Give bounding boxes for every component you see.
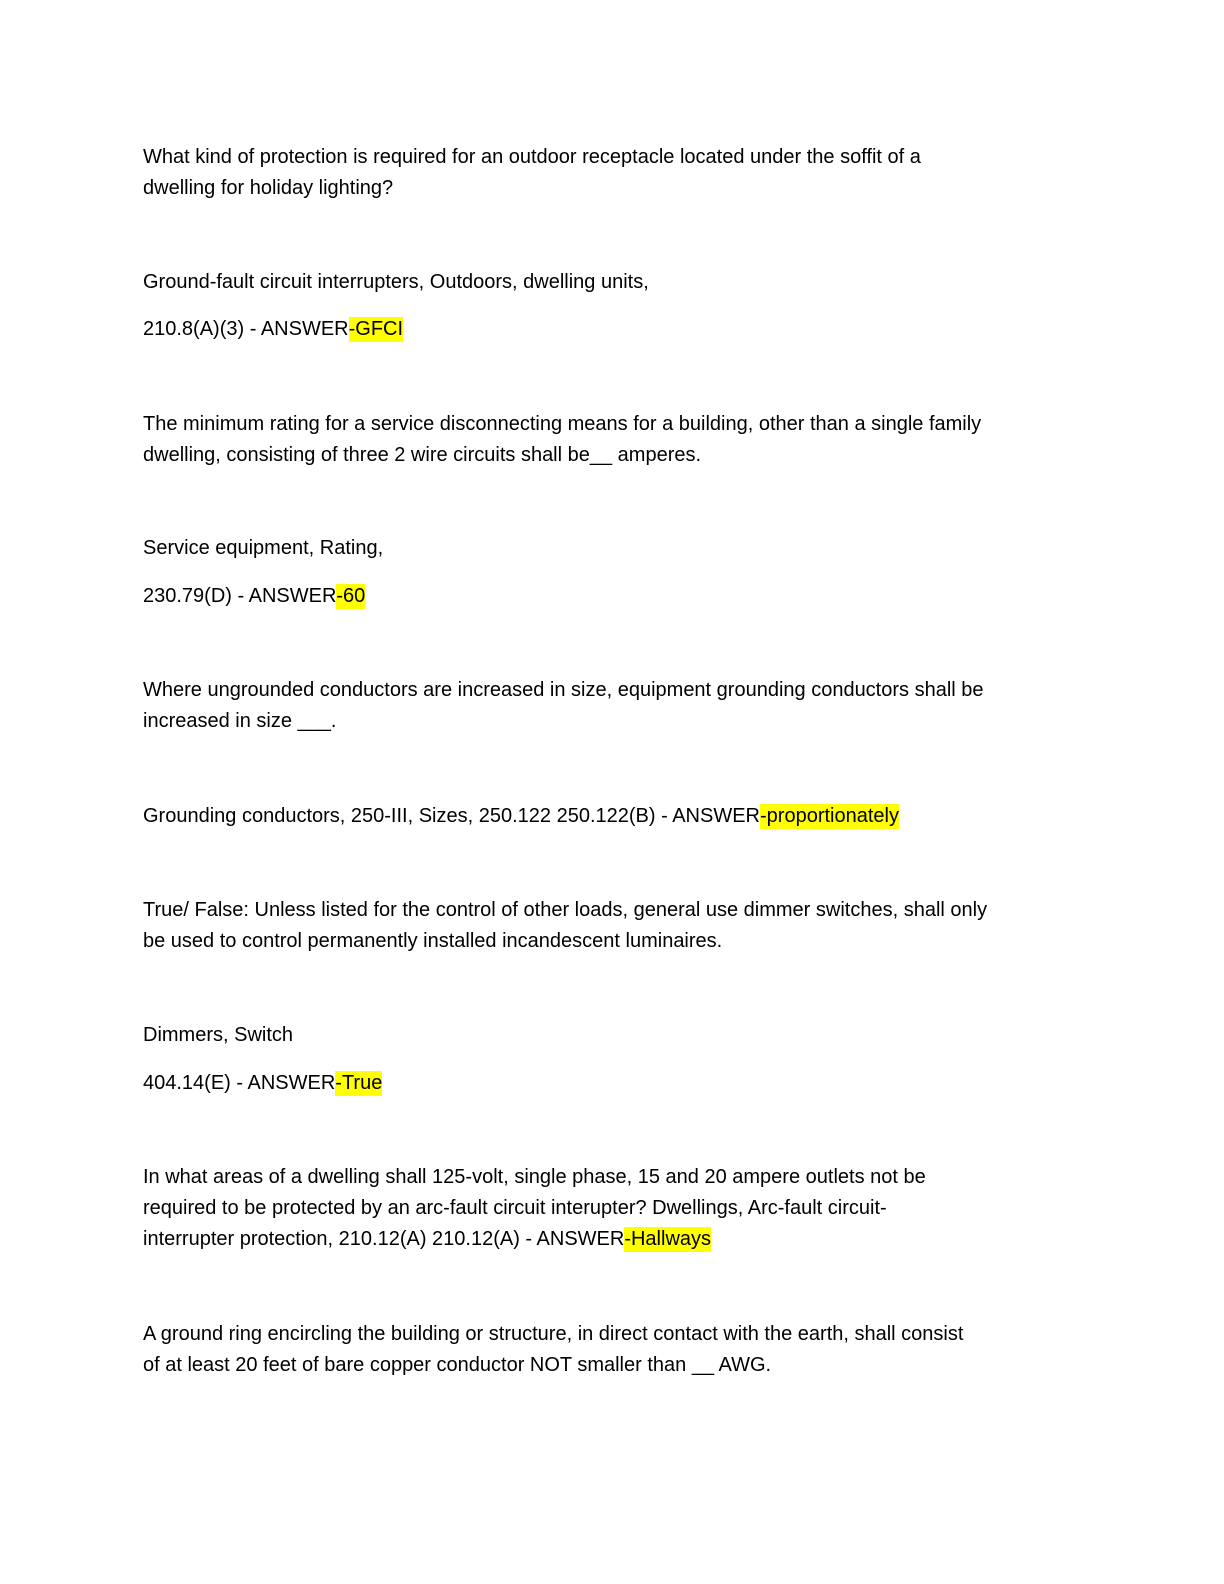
answer-prefix-3: Grounding conductors, 250-III, Sizes, 250.122 250.122(B) - ANSWER [143, 805, 760, 827]
question-3-line-2: increased in size ___. [143, 710, 337, 732]
question-3-line-1: Where ungrounded conductors are increased in size, equipment grounding conductors shall be [143, 679, 984, 701]
question-2-line-2: dwelling, consisting of three 2 wire circuits shall be__ amperes. [143, 444, 702, 466]
answer-line-4 [143, 1068, 382, 1099]
answer-prefix-1: 210.8(A)(3) - ANSWER [143, 318, 349, 340]
answer-prefix-2: 230.79(D) - ANSWER [143, 585, 337, 607]
question-5-line-1: In what areas of a dwelling shall 125-volt, single phase, 15 and 20 ampere outlets not be [143, 1166, 926, 1188]
question-2-line-1: The minimum rating for a service disconnecting means for a building, other than a single family [143, 413, 982, 435]
answer-highlight-5: -Hallways [624, 1228, 712, 1250]
answer-highlight-2: -60 [336, 585, 366, 607]
reference-1: Ground-fault circuit interrupters, Outdoors, dwelling units, [143, 271, 649, 293]
answer-line-5 [143, 1224, 711, 1255]
question-4-line-2: be used to control permanently installed incandescent luminaires. [143, 930, 723, 952]
question-6-line-1: A ground ring encircling the building or structure, in direct contact with the earth, shall consist [143, 1323, 964, 1345]
question-6-line-2: of at least 20 feet of bare copper conductor NOT smaller than __ AWG. [143, 1354, 772, 1376]
reference-2: Service equipment, Rating, [143, 537, 384, 559]
answer-line-1 [143, 314, 403, 345]
question-1-line-1: What kind of protection is required for an outdoor receptacle located under the soffit of a [143, 146, 921, 168]
question-4-line-1: True/ False: Unless listed for the control of other loads, general use dimmer switches, shall only [143, 899, 988, 921]
answer-line-2 [143, 581, 365, 612]
answer-prefix-5: interrupter protection, 210.12(A) 210.12(A) - ANSWER [143, 1228, 625, 1250]
answer-highlight-1: -GFCI [348, 318, 404, 340]
question-1-line-2: dwelling for holiday lighting? [143, 177, 394, 199]
answer-prefix-4: 404.14(E) - ANSWER [143, 1072, 336, 1094]
answer-highlight-4: -True [335, 1072, 383, 1094]
reference-4: Dimmers, Switch [143, 1024, 294, 1046]
answer-line-3 [143, 801, 899, 832]
question-5-line-2: required to be protected by an arc-fault circuit interupter? Dwellings, Arc-fault circuit- [143, 1197, 887, 1219]
answer-highlight-3: -proportionately [760, 805, 899, 827]
